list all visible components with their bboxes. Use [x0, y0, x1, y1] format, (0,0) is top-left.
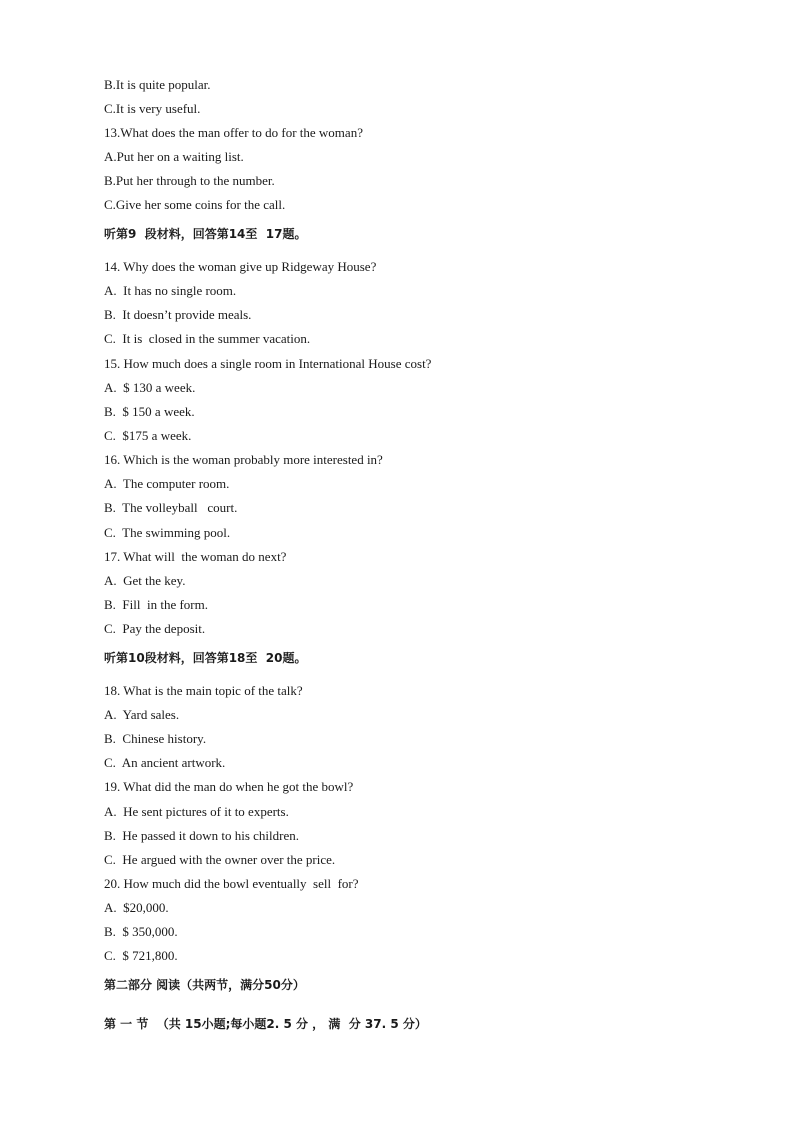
option-line: B. It doesn’t provide meals.	[104, 307, 252, 322]
option-line: A. It has no single room.	[104, 283, 237, 298]
option-line: A.Put her on a waiting list.	[104, 149, 244, 164]
option-line: A. $20,000.	[104, 900, 169, 915]
section-instruction: 听第10段材料，回答第18至 20题。	[104, 651, 307, 665]
option-line: C. The swimming pool.	[104, 525, 231, 540]
option-line: A. Get the key.	[104, 573, 186, 588]
option-line: C. He argued with the owner over the price.	[104, 852, 336, 867]
option-line: B. The volleyball court.	[104, 500, 238, 515]
option-line: B. $ 150 a week.	[104, 404, 195, 419]
option-line: C. An ancient artwork.	[104, 755, 226, 770]
part-heading: 第二部分 阅读（共两节，满分50分）	[104, 978, 305, 992]
option-line: C. It is closed in the summer vacation.	[104, 331, 311, 346]
question-line: 20. How much did the bowl eventually sell for?	[104, 876, 359, 891]
option-line: A. The computer room.	[104, 476, 230, 491]
option-line: B. He passed it down to his children.	[104, 828, 299, 843]
option-line: B. $ 350,000.	[104, 924, 178, 939]
section-instruction: 听第9 段材料，回答第14至 17题。	[104, 227, 307, 241]
option-line: A. Yard sales.	[104, 707, 180, 722]
question-line: 17. What will the woman do next?	[104, 549, 287, 564]
option-line: C. $ 721,800.	[104, 948, 178, 963]
question-line: 16. Which is the woman probably more interested in?	[104, 452, 383, 467]
option-line: B. Chinese history.	[104, 731, 207, 746]
section-heading: 第 一 节 （共 15小题;每小题2. 5 分 ， 满 分 37. 5 分）	[104, 1017, 427, 1031]
option-line: A. $ 130 a week.	[104, 380, 196, 395]
question-line: 14. Why does the woman give up Ridgeway House?	[104, 259, 377, 274]
option-line: B. Fill in the form.	[104, 597, 208, 612]
question-line: 13.What does the man offer to do for the woman?	[104, 125, 363, 140]
option-line: C.It is very useful.	[104, 101, 201, 116]
option-line: B.It is quite popular.	[104, 77, 211, 92]
option-line: C. $175 a week.	[104, 428, 192, 443]
option-line: B.Put her through to the number.	[104, 173, 275, 188]
question-line: 15. How much does a single room in International House cost?	[104, 356, 432, 371]
question-line: 18. What is the main topic of the talk?	[104, 683, 303, 698]
question-line: 19. What did the man do when he got the bowl?	[104, 779, 354, 794]
option-line: C.Give her some coins for the call.	[104, 197, 286, 212]
option-line: C. Pay the deposit.	[104, 621, 206, 636]
option-line: A. He sent pictures of it to experts.	[104, 804, 289, 819]
